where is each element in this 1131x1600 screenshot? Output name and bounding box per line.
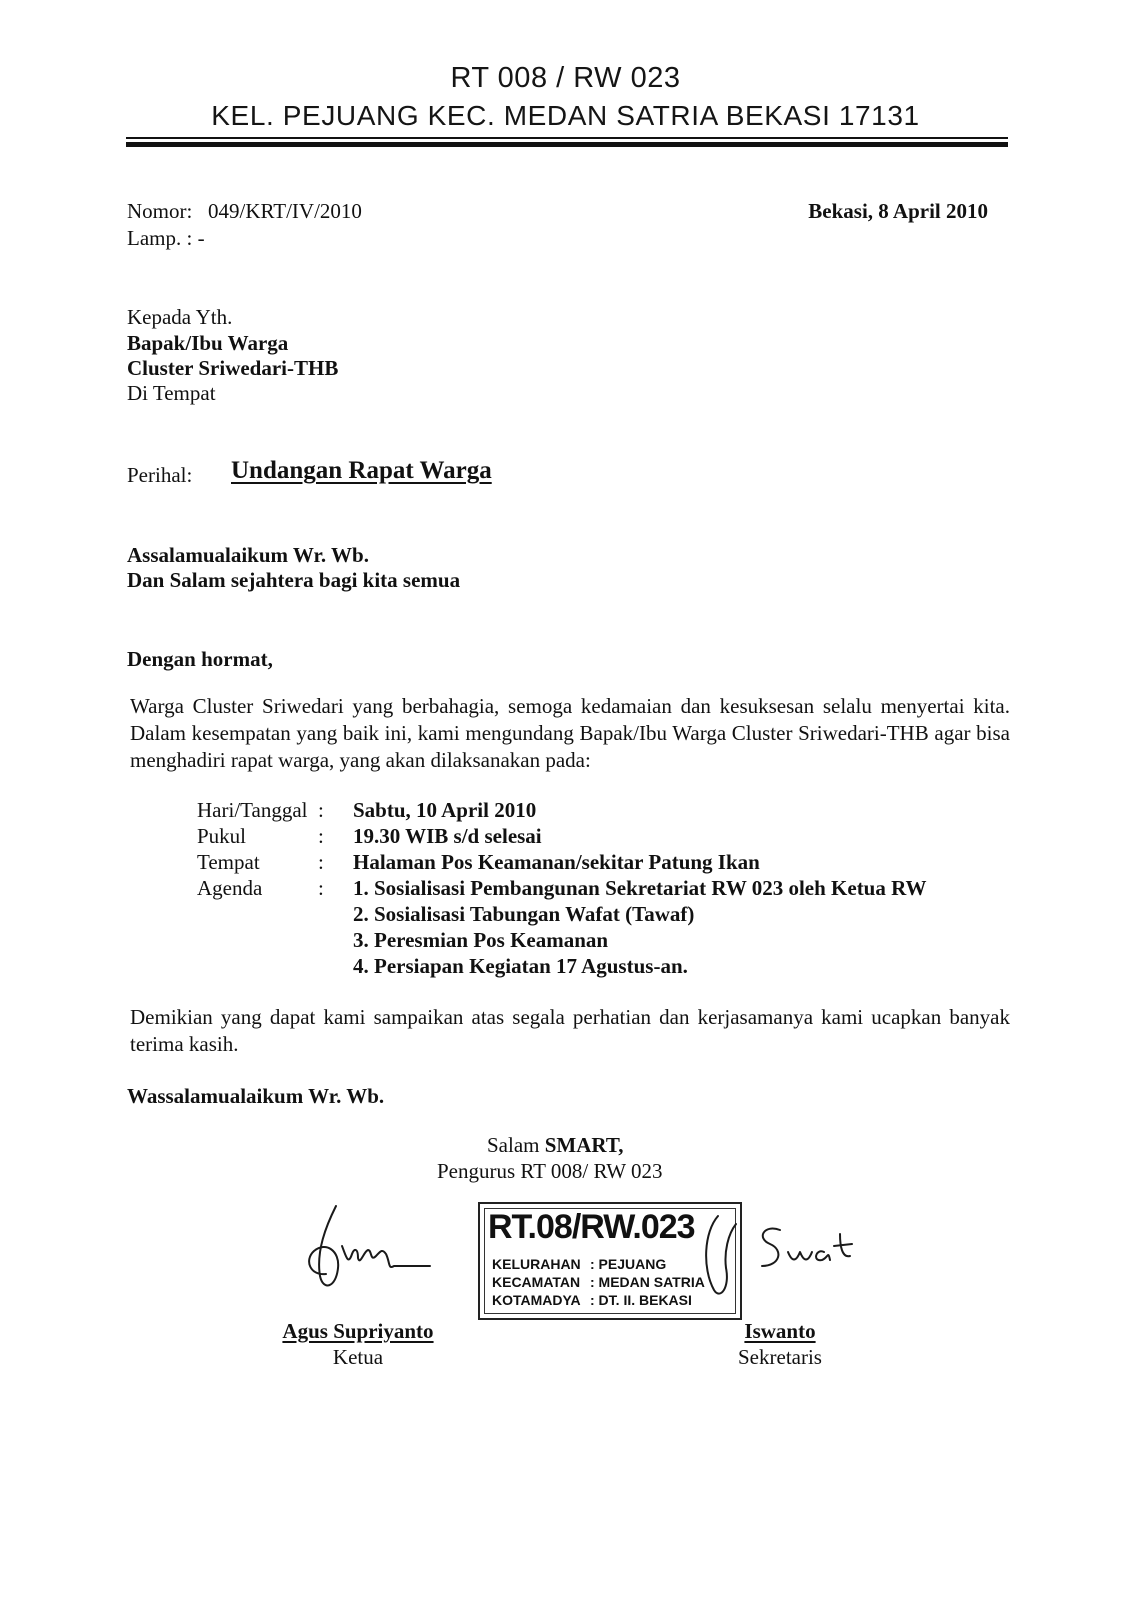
letter-date: Bekasi, 8 April 2010: [808, 199, 988, 223]
greeting-dengan-hormat: Dengan hormat,: [127, 647, 273, 671]
closing-paragraph: Demikian yang dapat kami sampaikan atas segala perhatian dan kerjasamanya kami ucapkan banyak terima kasih.: [130, 1005, 1010, 1056]
detail-value: 2. Sosialisasi Tabungan Wafat (Tawaf): [353, 902, 695, 926]
greeting-salam-sejahtera: Dan Salam sejahtera bagi kita semua: [127, 568, 461, 592]
stamp-kecamatan-label: KECAMATAN: [492, 1274, 581, 1290]
recipient-name: Bapak/Ibu Warga: [127, 331, 289, 355]
greeting-assalamualaikum: Assalamualaikum Wr. Wb.: [127, 543, 369, 567]
detail-value: 4. Persiapan Kegiatan 17 Agustus-an.: [353, 954, 688, 978]
signature-sekretaris: [700, 1208, 870, 1308]
nomor-label: Nomor:: [127, 199, 193, 223]
signatory-left-name: Agus Supriyanto: [282, 1319, 434, 1343]
wassalamualaikum: Wassalamualaikum Wr. Wb.: [127, 1084, 385, 1108]
detail-label: Agenda: [197, 876, 263, 900]
stamp-title: RT.08/RW.023: [488, 1208, 695, 1246]
detail-value: Sabtu, 10 April 2010: [353, 798, 537, 822]
perihal-subject: Undangan Rapat Warga: [231, 457, 492, 484]
stamp-kelurahan: [492, 1256, 666, 1272]
salam-smart: [487, 1132, 624, 1158]
recipient-kepada: Kepada Yth.: [127, 305, 233, 329]
detail-colon: :: [318, 876, 324, 900]
detail-colon: :: [318, 798, 324, 822]
detail-value: 1. Sosialisasi Pembangunan Sekretariat RW 023 oleh Ketua RW: [353, 876, 927, 900]
stamp-kelurahan-value: : PEJUANG: [590, 1256, 667, 1272]
detail-value: 19.30 WIB s/d selesai: [353, 824, 542, 848]
signatory-right-role: Sekretaris: [738, 1345, 822, 1369]
intro-paragraph: Warga Cluster Sriwedari yang berbahagia, semoga kedamaian dan kesuksesan selalu menyertai kita. Dalam kesempatan yang baik ini, kami mengundang Bapak/Ibu Warga Cluster Sriwedari-THB agar bisa menghadiri rapat warga, yang akan dilaksanakan pada:: [130, 694, 1010, 772]
detail-value: 3. Peresmian Pos Keamanan: [353, 928, 609, 952]
salam-prefix: Salam: [487, 1133, 545, 1157]
lampiran: Lamp. : -: [127, 226, 205, 250]
letterhead-address: KEL. PEJUANG KEC. MEDAN SATRIA BEKASI 17131: [211, 100, 920, 131]
stamp-kotamadya-value: : DT. II. BEKASI: [590, 1292, 692, 1308]
detail-label: Pukul: [197, 824, 247, 848]
signatory-left-role: Ketua: [332, 1345, 384, 1369]
signatory-right: [700, 1318, 860, 1370]
stamp-kotamadya: [492, 1292, 692, 1308]
stamp-kecamatan: [492, 1274, 705, 1290]
signatory-left: [238, 1318, 478, 1370]
detail-value: Halaman Pos Keamanan/sekitar Patung Ikan: [353, 850, 760, 874]
recipient-place: Di Tempat: [127, 381, 216, 405]
letterhead-rule-thin: [126, 137, 1008, 139]
salam-smart-bold: SMART,: [544, 1133, 624, 1157]
recipient-cluster: Cluster Sriwedari-THB: [127, 356, 339, 380]
pengurus-line: Pengurus RT 008/ RW 023: [437, 1159, 663, 1183]
stamp-kelurahan-label: KELURAHAN: [492, 1256, 581, 1272]
signatory-right-name: Iswanto: [744, 1319, 816, 1343]
detail-label: Hari/Tanggal: [197, 798, 308, 822]
nomor-value: 049/KRT/IV/2010: [208, 199, 362, 223]
stamp-kecamatan-value: : MEDAN SATRIA: [590, 1274, 705, 1290]
letterhead-rt-rw: RT 008 / RW 023: [450, 62, 681, 94]
detail-colon: :: [318, 824, 324, 848]
letterhead-rule-thick: [126, 142, 1008, 147]
signature-ketua: [296, 1196, 436, 1301]
detail-colon: :: [318, 850, 324, 874]
perihal-label: Perihal:: [127, 463, 193, 487]
stamp-kotamadya-label: KOTAMADYA: [492, 1292, 581, 1308]
detail-label: Tempat: [197, 850, 260, 874]
